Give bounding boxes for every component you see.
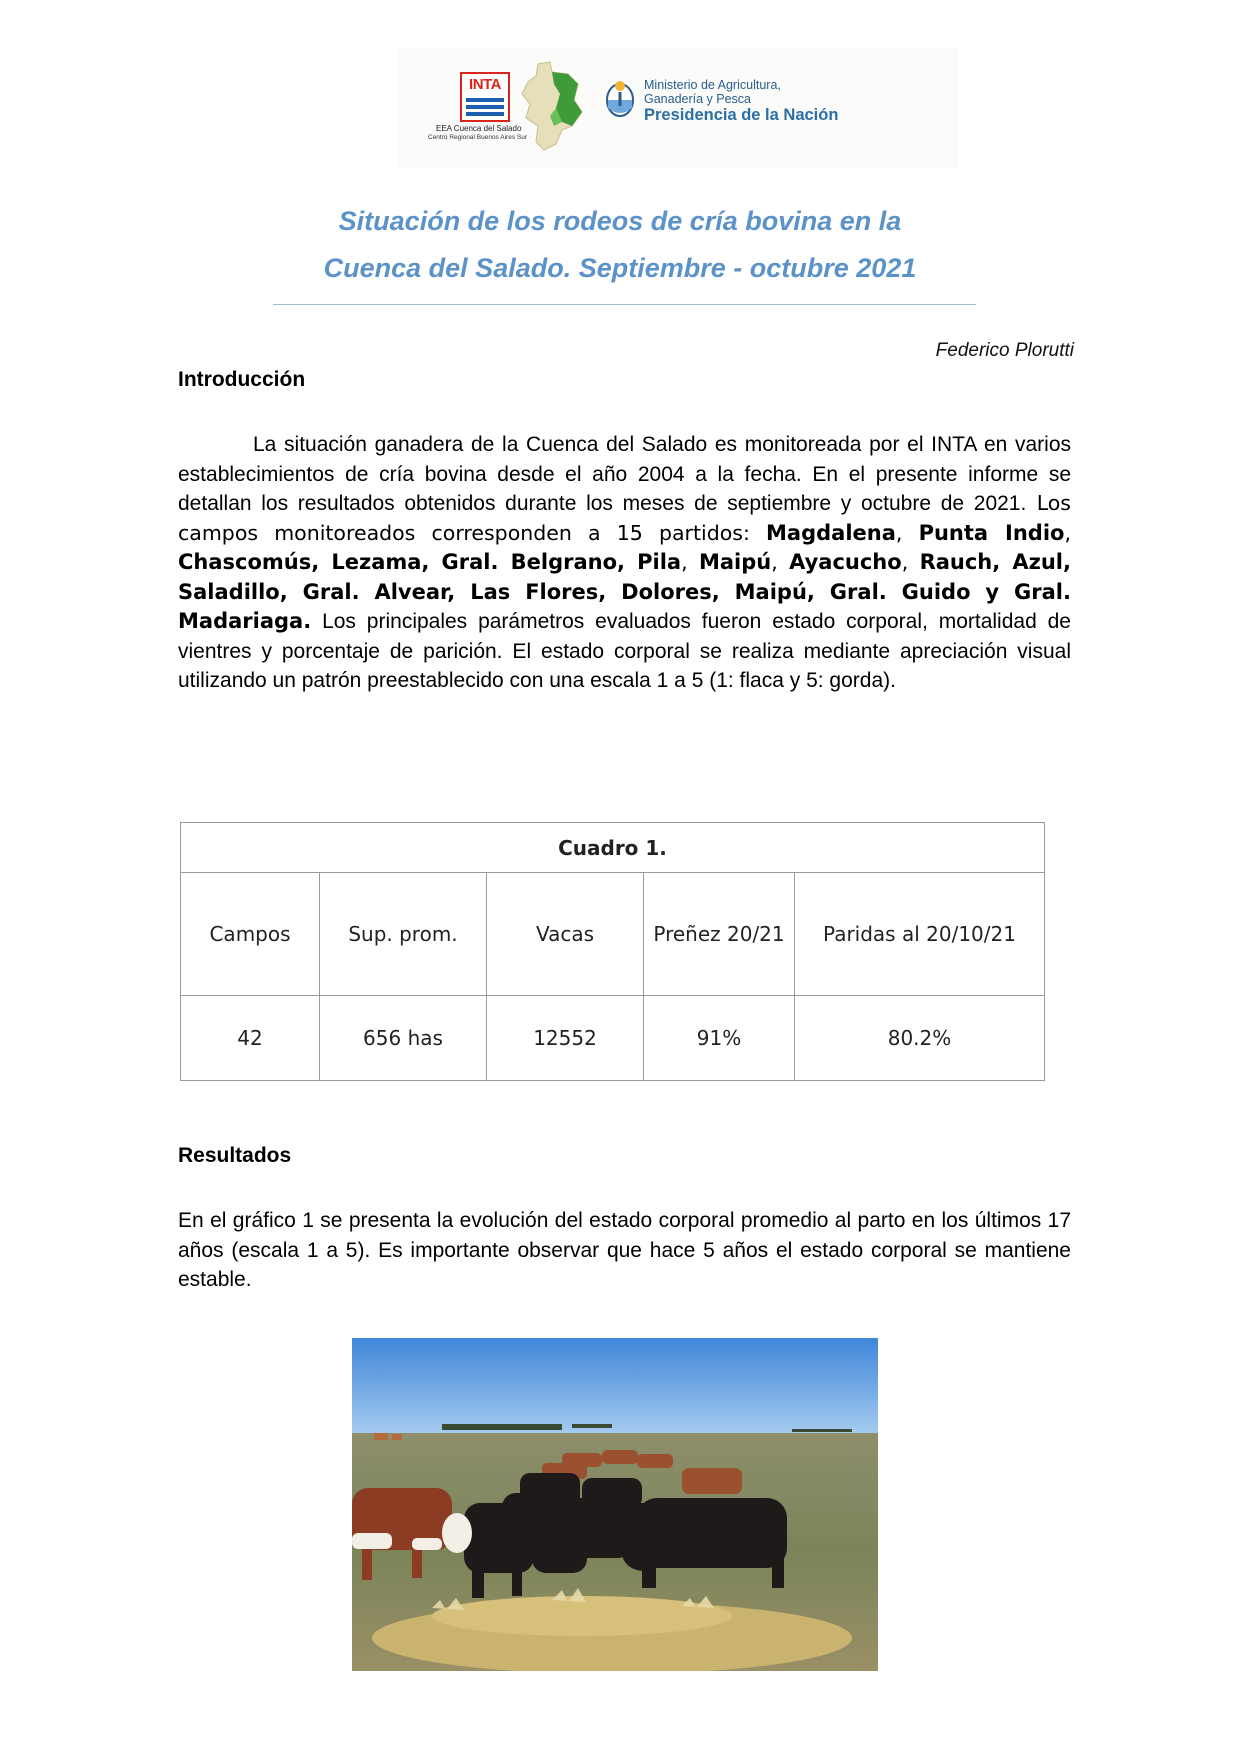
title-divider xyxy=(273,304,976,305)
table-caption: Cuadro 1. xyxy=(181,823,1045,873)
introduction-paragraph: La situación ganadera de la Cuenca del Salado es monitoreada por el INTA en varios establecimientos de cría bovina desde el año 2004 a la fecha. En el presente informe se detallan los resultados obtenidos durante los meses de septiembre y octubre de 2021. Los campos monitoreados corresponden a 15 partidos: Magdalena, Punta Indio, Chascomús, Lezama, Gral. Belgrano, Pila, Maipú, Ayacucho, Rauch, Azul, Saladillo, Gral. Alvear, Las Flores, Dolores, Maipú, Gral. Guido y Gral. Madariaga. Los principales parámetros evaluados fueron estado corporal, mortalidad de vientres y porcentaje de parición. El estado corporal se realiza mediante apreciación visual utilizando un patrón preestablecido con una escala 1 a 5 (1: flaca y 5: gorda). xyxy=(178,433,1071,692)
header-logos xyxy=(398,48,958,168)
inta-logo-text: INTA xyxy=(469,76,501,93)
inta-logo xyxy=(460,72,510,122)
partido-name: Chascomús, Lezama, Gral. Belgrano, Pila xyxy=(178,550,682,574)
results-heading: Resultados xyxy=(178,1144,292,1167)
document-title-line-1: Situación de los rodeos de cría bovina en la xyxy=(338,206,902,236)
eea-name: EEA Cuenca del Salado xyxy=(436,124,522,133)
header-sup-prom: Sup. prom. xyxy=(320,873,487,996)
ministry-line-3: Presidencia de la Nación xyxy=(644,106,839,124)
table-header-row xyxy=(181,873,1045,996)
document-title-line-2: Cuenca del Salado. Septiembre - octubre 2021 xyxy=(323,253,917,283)
header-vacas: Vacas xyxy=(487,873,644,996)
partido-name: Rauch, Azul, Saladillo, Gral. Alvear, Las Flores, Dolores, Maipú, Gral. Guido y Gral. Madariaga. xyxy=(178,550,1071,633)
intro-text-a: La situación ganadera de la Cuenca del Salado es monitoreada por el INTA en varios establecimientos de cría bovina desde el año 2004 a la fecha. En el presente informe se detallan los resultados obtenidos durante los meses de septiembre y octubre de 2021. xyxy=(178,433,1071,515)
author: Federico Plorutti xyxy=(935,340,1074,361)
value-sup-prom: 656 has xyxy=(320,996,487,1081)
partido-name: Maipú xyxy=(698,550,772,574)
table-row xyxy=(181,996,1045,1081)
introduction-heading: Introducción xyxy=(178,368,306,391)
value-vacas: 12552 xyxy=(487,996,644,1081)
cuadro-1-table xyxy=(180,822,1045,1081)
partido-name: Ayacucho xyxy=(789,550,902,574)
value-paridas: 80.2% xyxy=(795,996,1045,1081)
province-map-icon xyxy=(516,60,584,152)
partido-name: Magdalena xyxy=(766,520,896,545)
intro-text-b: Los campos monitoreados corresponden a 15 partidos: xyxy=(178,491,1071,545)
national-shield-icon xyxy=(603,78,637,120)
eea-region: Centro Regional Buenos Aires Sur xyxy=(428,134,528,141)
intro-text-c: Los principales parámetros evaluados fueron estado corporal, mortalidad de vientres y porcentaje de parición. El estado corporal se realiza mediante apreciación visual utilizando un patrón preestablecido con una escala 1 a 5 (1: flaca y 5: gorda). xyxy=(178,610,1071,692)
value-campos: 42 xyxy=(181,996,320,1081)
results-paragraph: En el gráfico 1 se presenta la evolución del estado corporal promedio al parto en los últimos 17 años (escala 1 a 5). Es importante observar que hace 5 años el estado corporal se mantiene estable. xyxy=(178,1209,1071,1291)
header-campos: Campos xyxy=(181,873,320,996)
header-prenez: Preñez 20/21 xyxy=(644,873,795,996)
ministry-line-1: Ministerio de Agricultura, xyxy=(644,78,781,92)
partido-name: Punta Indio xyxy=(918,520,1065,545)
value-prenez: 91% xyxy=(644,996,795,1081)
cattle-photo xyxy=(352,1338,878,1671)
ministry-line-2: Ganadería y Pesca xyxy=(644,92,752,106)
header-paridas: Paridas al 20/10/21 xyxy=(795,873,1045,996)
